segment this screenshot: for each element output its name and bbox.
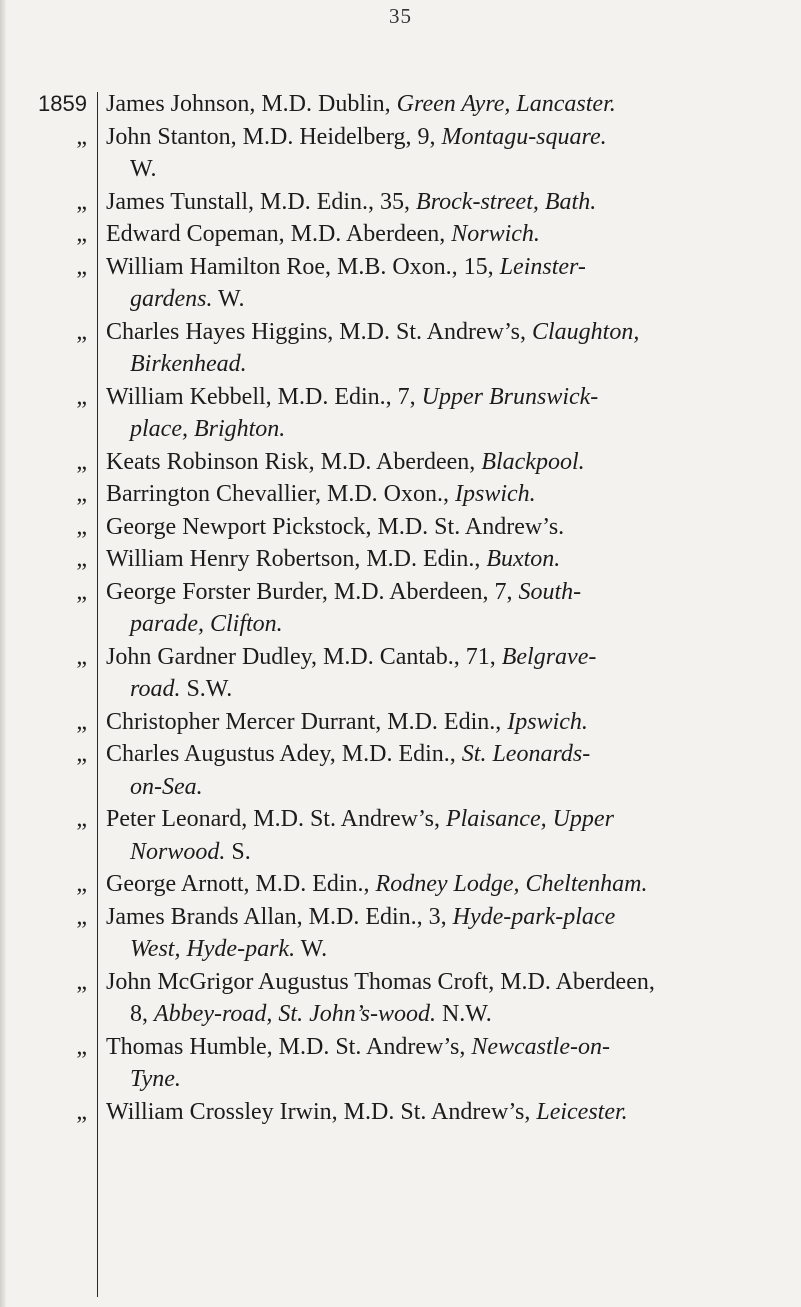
entry-address-text: Hyde-park-place [452,903,616,930]
entry-year: „ [76,513,87,540]
entry-line [106,88,779,121]
entry-year: „ [76,1033,87,1060]
entry-name-text: George Newport Pickstock, M.D. St. Andrew’s. [106,513,565,540]
list-item [0,868,801,901]
entry-line [106,966,779,999]
entry-year: „ [76,123,87,150]
entry-text [97,706,801,739]
entry-name-text: Edward Copeman, M.D. Aberdeen, [106,221,452,247]
entry-year: „ [76,318,87,345]
entry-name-text: Christopher Mercer Durrant, M.D. Edin., [106,708,508,735]
list-item [0,1031,801,1096]
entry-text [97,186,801,219]
entry-year: „ [76,188,87,215]
entry-text [97,381,801,446]
list-item [0,1096,801,1129]
entry-text [97,966,801,1031]
list-item [0,803,801,868]
entry-address-text: on-Sea. [130,773,203,800]
entry-address-text: Norwich. [451,221,540,247]
entry-text [97,803,801,868]
list-item [0,88,801,121]
entry-text [97,901,801,966]
entry-text [97,738,801,803]
entry-address-text: gardens. [130,286,213,312]
entry-text [97,1096,801,1129]
entry-text [97,446,801,479]
entry-line [106,576,779,609]
entry-address-text: Belgrave- [501,643,597,670]
entry-continuation-line [106,608,779,641]
entry-line [106,543,779,576]
entry-line [106,478,779,511]
entry-address-text: Leicester. [536,1098,628,1125]
entry-text [97,641,801,706]
entry-district-text: S. [225,838,251,865]
entry-text [97,88,801,121]
entry-address-text: road. [130,676,181,702]
entry-district-text: W. [212,286,245,312]
list-item [0,251,801,316]
entry-line [106,901,779,934]
entry-name-text: James Johnson, M.D. Dublin, [106,91,397,117]
entry-year: „ [76,643,87,670]
member-list [0,88,801,1128]
entry-address-text: Montagu-square. [441,123,607,150]
entry-line [106,511,779,544]
entry-address-text: Plaisance, Upper [445,806,614,832]
entry-year: „ [76,968,87,995]
entry-year: „ [76,253,87,280]
entry-name-text: John Stanton, M.D. Heidelberg, 9, [106,123,442,150]
entry-district-text: S.W. [180,676,233,702]
entry-continuation-line [106,283,779,316]
entry-address-text: place, Brighton. [130,416,286,442]
entry-address-text: Brock-street, Bath. [416,188,597,215]
entry-address-text: Ipswich. [454,481,536,507]
entry-text [97,478,801,511]
list-item [0,381,801,446]
entry-line [106,218,779,251]
entry-address-text: Leinster- [499,253,586,280]
entry-address-text: Buxton. [486,546,561,572]
list-item [0,543,801,576]
entry-continuation-line [106,348,779,381]
entry-text [97,121,801,186]
entry-line [106,1096,779,1129]
entry-address-text: South- [518,578,582,605]
entry-name-text: James Tunstall, M.D. Edin., 35, [106,188,417,215]
entry-name-text: William Kebbell, M.D. Edin., 7, [106,383,422,410]
entry-address-text: Blackpool. [481,448,585,475]
entry-address-text: parade, Clifton. [130,611,283,637]
entry-line [106,1031,779,1064]
entry-year: „ [76,448,87,475]
entry-line [106,121,779,154]
list-item [0,706,801,739]
page-number: 35 [389,4,412,28]
list-item [0,186,801,219]
list-item [0,966,801,1031]
entry-continuation-line [106,998,779,1031]
entry-name-text: William Hamilton Roe, M.B. Oxon., 15, [106,253,500,280]
entry-address-text: Green Ayre, Lancaster. [396,91,616,117]
entry-name-text: George Forster Burder, M.D. Aberdeen, 7, [106,578,519,605]
entry-address-text: Abbey-road, St. John’s-wood. [154,1001,436,1027]
entry-text [97,511,801,544]
list-item [0,641,801,706]
entry-year: „ [76,481,87,507]
entry-text [97,1031,801,1096]
entry-continuation-line [106,771,779,804]
entry-line [106,706,779,739]
entry-continuation-line [106,1063,779,1096]
entry-name-text: George Arnott, M.D. Edin., [106,871,376,897]
entry-year: 1859 [38,91,87,116]
entry-name-text: Charles Hayes Higgins, M.D. St. Andrew’s, [106,318,532,345]
entry-address-text: Tyne. [130,1066,181,1092]
entry-year: „ [76,806,87,832]
entry-year: „ [76,1098,87,1125]
entry-text [97,218,801,251]
list-item [0,511,801,544]
entry-line [106,641,779,674]
entry-name-text: Keats Robinson Risk, M.D. Aberdeen, [106,448,482,475]
list-item [0,576,801,641]
entry-year: „ [76,741,87,767]
entry-continuation-line [106,933,779,966]
entry-text [97,316,801,381]
list-item [0,121,801,186]
entry-year: „ [76,903,87,930]
entry-line [106,803,779,836]
entry-address-text: Rodney Lodge, Cheltenham. [375,871,648,897]
entry-year: „ [76,871,87,897]
entry-line [106,186,779,219]
entry-address-text: Claughton, [531,318,640,345]
entry-name-text: Barrington Chevallier, M.D. Oxon., [106,481,455,507]
list-item [0,901,801,966]
entry-text [97,251,801,316]
entry-line [106,868,779,901]
entry-name-text: John Gardner Dudley, M.D. Cantab., 71, [106,643,502,670]
entry-name-text: W. [130,156,157,182]
entry-address-text: Ipswich. [507,708,588,735]
entry-line [106,381,779,414]
entry-name-text: Peter Leonard, M.D. St. Andrew’s, [106,806,446,832]
entry-text [97,576,801,641]
entry-name-text: William Crossley Irwin, M.D. St. Andrew’s, [106,1098,537,1125]
entry-continuation-line [106,836,779,869]
entry-name-text: Thomas Humble, M.D. St. Andrew’s, [106,1033,472,1060]
entry-district-text: W. [295,936,328,962]
entry-address-text: Birkenhead. [130,351,247,377]
entry-text [97,868,801,901]
entry-year: „ [76,383,87,410]
entry-continuation-line [106,153,779,186]
entry-address-text: Upper Brunswick- [421,383,599,410]
list-item [0,316,801,381]
entry-text [97,543,801,576]
list-item [0,478,801,511]
entry-year: „ [76,578,87,605]
list-item [0,446,801,479]
entry-line [106,316,779,349]
entry-continuation-line [106,413,779,446]
entry-district-text: N.W. [435,1001,492,1027]
entry-address-text: Newcastle-on- [471,1033,610,1060]
list-item [0,738,801,803]
entry-address-text: Norwood. [130,838,226,865]
entry-line [106,738,779,771]
entry-year: „ [76,708,87,735]
entry-name-text: John McGrigor Augustus Thomas Croft, M.D. Aberdeen, [106,968,655,995]
list-item [0,218,801,251]
entry-name-text: James Brands Allan, M.D. Edin., 3, [106,903,453,930]
entry-name-text: Charles Augustus Adey, M.D. Edin., [106,741,462,767]
entry-year: „ [76,546,87,572]
entry-line [106,446,779,479]
entry-address-text: West, Hyde-park. [130,936,296,962]
entry-address-text: St. Leonards- [461,741,591,767]
entry-line [106,251,779,284]
entry-name-text: 8, [130,1001,154,1027]
entry-name-text: William Henry Robertson, M.D. Edin., [106,546,487,572]
entry-year: „ [76,221,87,247]
entry-continuation-line [106,673,779,706]
